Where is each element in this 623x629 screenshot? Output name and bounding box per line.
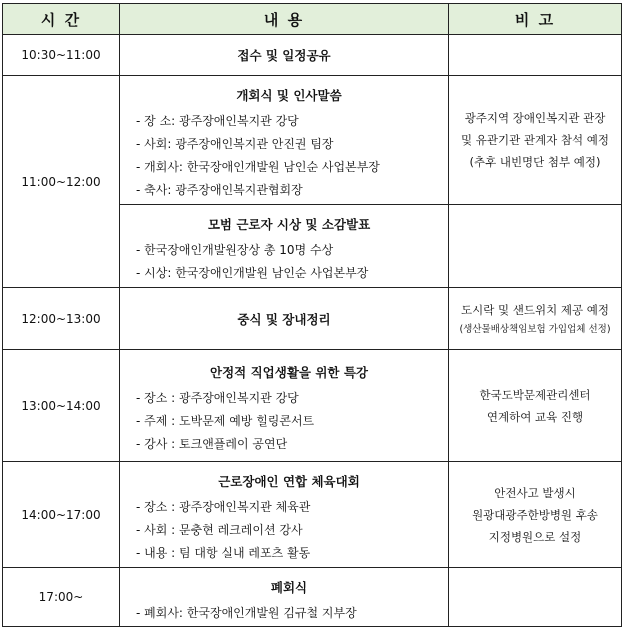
note-cell: [449, 462, 622, 568]
time-cell: 12:00~13:00: [3, 288, 120, 350]
content-title: 모범 근로자 시상 및 소감발표: [207, 217, 371, 232]
note-line: 한국도박문제관리센터: [479, 387, 591, 402]
note-cell: [449, 350, 622, 462]
list-item: - 강사 : 토크앤플레이 공연단: [136, 433, 442, 456]
list-item: - 장소 : 광주장애인복지관 강당: [136, 387, 442, 410]
content-cell: [120, 568, 449, 627]
time-cell: 10:30~11:00: [3, 35, 120, 76]
table-row: [3, 288, 622, 350]
table-row: [3, 76, 622, 205]
table-row: [3, 568, 622, 627]
time-cell: 13:00~14:00: [3, 350, 120, 462]
note-cell: [449, 568, 622, 627]
note-cell: [449, 76, 622, 205]
content-title: 안정적 직업생활을 위한 특강: [210, 365, 368, 380]
content-title: 중식 및 장내정리: [120, 288, 449, 350]
list-item: - 사회: 광주장애인복지관 안진권 팀장: [136, 133, 442, 156]
time-cell: 11:00~12:00: [3, 76, 120, 288]
note-line: 도시락 및 샌드위치 제공 예정: [461, 302, 609, 317]
note-line: 연계하여 교육 진행: [486, 409, 584, 424]
table-row: [3, 350, 622, 462]
list-item: - 시상: 한국장애인개발원 남인순 사업본부장: [136, 262, 442, 285]
table-row: [3, 462, 622, 568]
content-title: 근로장애인 연합 체육대회: [218, 474, 360, 489]
content-cell: [120, 350, 449, 462]
schedule-table: [2, 3, 622, 627]
note-cell: [449, 35, 622, 76]
list-item: - 사회 : 문충현 레크레이션 강사: [136, 519, 442, 542]
list-item: - 축사: 광주장애인복지관협회장: [136, 179, 442, 202]
header-note: 비 고: [449, 4, 622, 35]
note-line: 지정병원으로 설정: [488, 529, 582, 544]
header-row: [3, 4, 622, 35]
list-item: - 장소 : 광주장애인복지관 체육관: [136, 496, 442, 519]
content-title: 개회식 및 인사말씀: [236, 88, 342, 103]
list-item: - 한국장애인개발원장상 총 10명 수상: [136, 239, 442, 262]
list-item: - 주제 : 도박문제 예방 힐링콘서트: [136, 410, 442, 433]
list-item: - 폐회사: 한국장애인개발원 김규철 지부장: [136, 602, 442, 625]
content-cell: [120, 205, 449, 288]
note-line: 광주지역 장애인복지관 관장: [464, 111, 606, 125]
content-cell: [120, 76, 449, 205]
content-cell: [120, 462, 449, 568]
time-cell: 14:00~17:00: [3, 462, 120, 568]
note-cell: [449, 205, 622, 288]
note-line: 및 유관기관 관계자 참석 예정: [461, 133, 609, 147]
table-row: [3, 35, 622, 76]
header-content: 내 용: [120, 4, 449, 35]
note-cell: [449, 288, 622, 350]
note-line: (생산물배상책임보험 가입업체 선정): [459, 323, 611, 335]
content-title: 접수 및 일정공유: [120, 35, 449, 76]
note-line: (추후 내빈명단 첨부 예정): [469, 155, 601, 169]
note-line: 안전사고 발생시: [494, 485, 576, 500]
note-line: 원광대광주한방병원 후송: [472, 507, 598, 522]
header-time: 시 간: [3, 4, 120, 35]
list-item: - 내용 : 팀 대항 실내 레포츠 활동: [136, 542, 442, 565]
time-cell: 17:00~: [3, 568, 120, 627]
list-item: - 개회사: 한국장애인개발원 남인순 사업본부장: [136, 156, 442, 179]
list-item: - 장 소: 광주장애인복지관 강당: [136, 110, 442, 133]
content-title: 폐회식: [270, 579, 308, 595]
